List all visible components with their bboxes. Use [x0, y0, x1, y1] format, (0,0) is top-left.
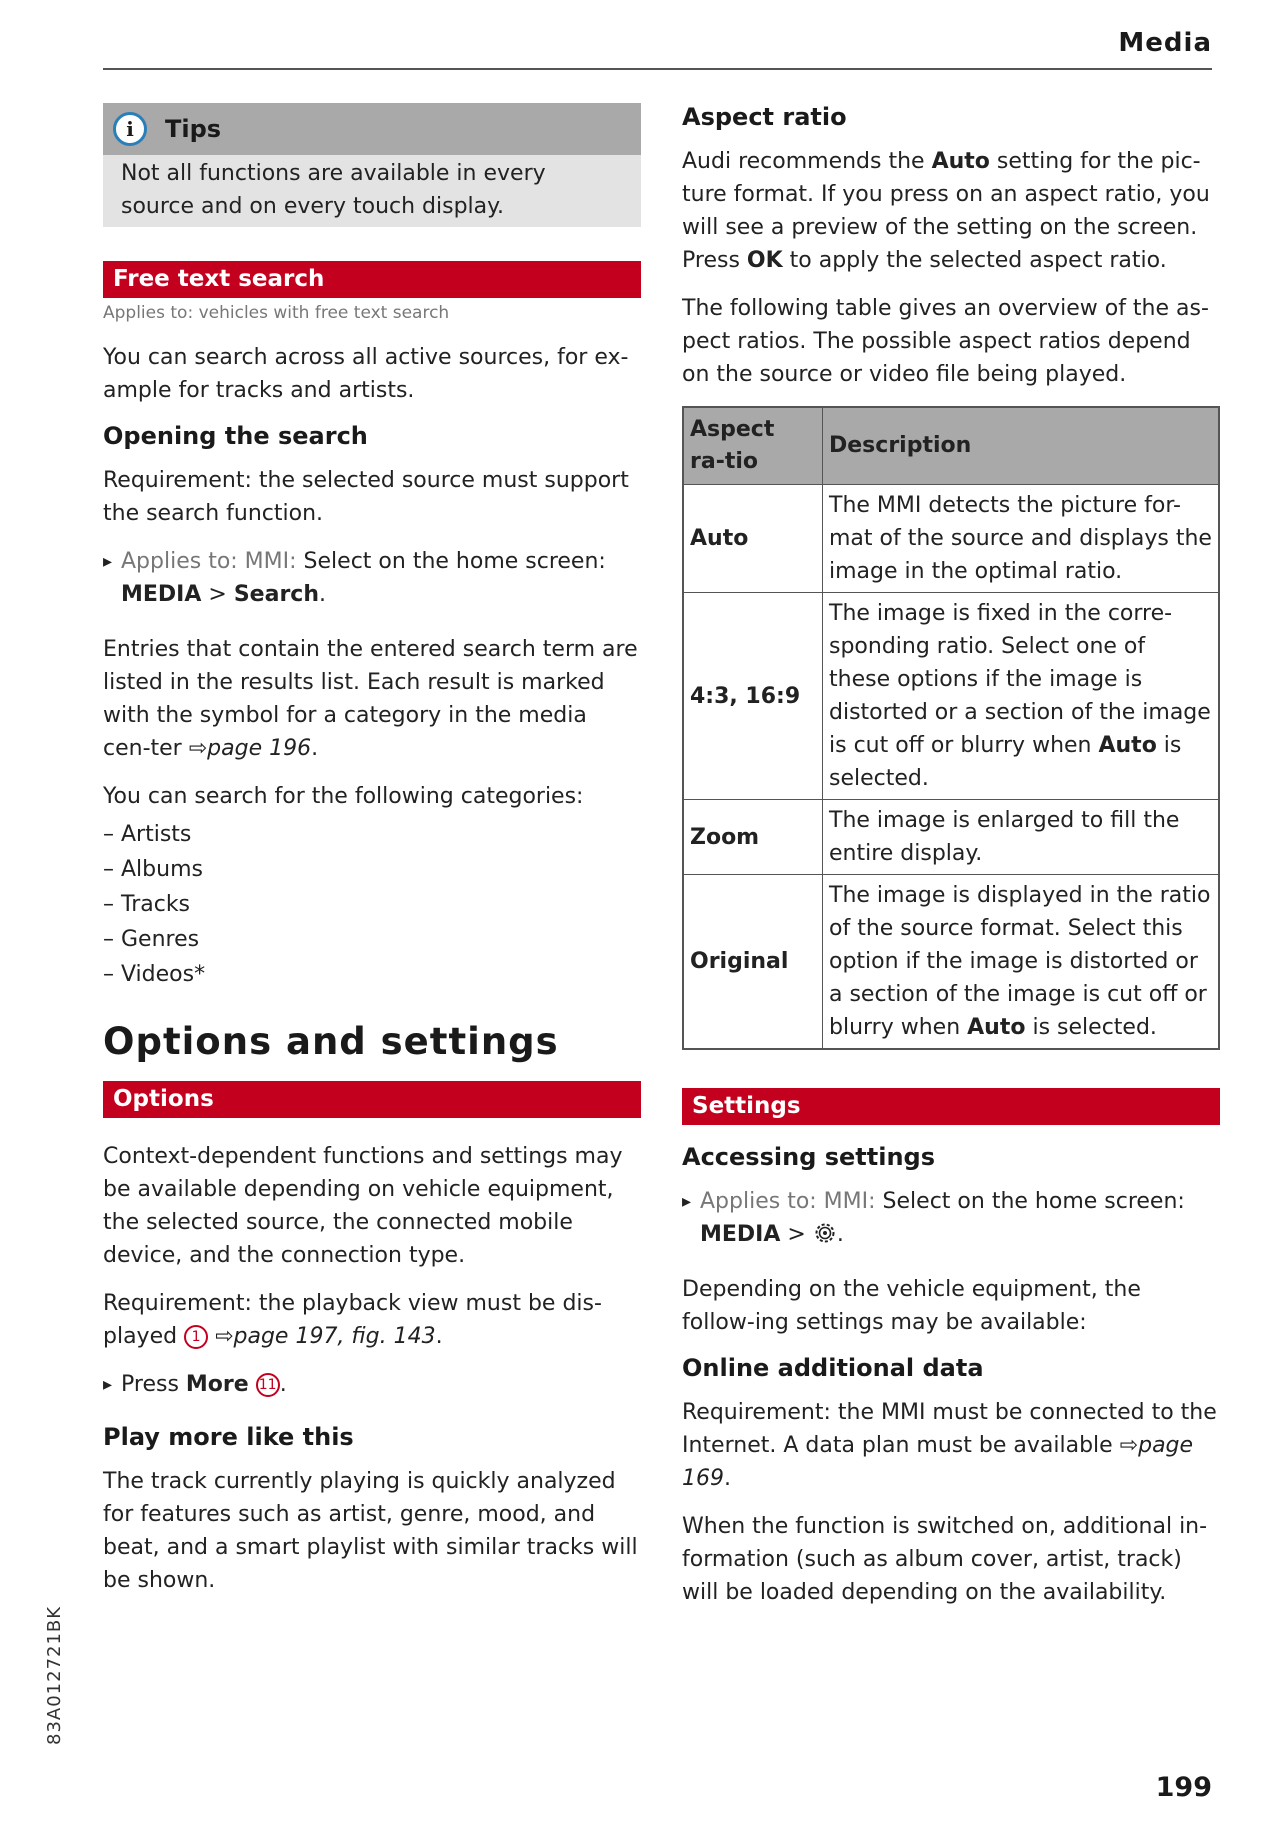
aspect-paragraph-2: The following table gives an overview of the as-pect ratios. The possible aspect ratios depend on the source or video file being played.: [682, 296, 1209, 387]
list-item: – Artists: [103, 822, 192, 847]
table-key-cell: Auto: [683, 485, 823, 593]
aspect-text: setting for the pic-ture format. If you press on an aspect ratio, you will see a preview of the setting on the screen. Press: [682, 149, 1210, 273]
table-desc-cell: [823, 875, 1220, 1050]
search-step: [103, 545, 641, 611]
play-more-text: The track currently playing is quickly analyzed for features such as artist, genre, mood, and beat, and a smart playlist with similar tracks will be shown.: [103, 1469, 638, 1593]
page-header-title: Media: [1118, 28, 1212, 58]
online-data-heading: Online additional data: [682, 1354, 984, 1382]
step-end: .: [836, 1222, 844, 1247]
tips-label: Tips: [165, 115, 222, 143]
options-requirement: [103, 1287, 641, 1353]
auto-label: Auto: [931, 149, 990, 174]
aspect-text: to apply the selected aspect ratio.: [782, 248, 1167, 273]
table-key-cell: Zoom: [683, 800, 823, 875]
table-row: [683, 875, 1219, 1050]
right-column: [682, 103, 1220, 1624]
options-settings-heading: Options and settings: [103, 1020, 559, 1063]
online-req-end: .: [724, 1466, 731, 1491]
settings-banner: Settings: [682, 1088, 1220, 1125]
step-end: .: [319, 582, 326, 607]
desc-text: is selected.: [1025, 1015, 1157, 1040]
step-text: Select on the home screen:: [296, 549, 606, 574]
depending-paragraph: Depending on the vehicle equipment, the follow-ing settings may be available:: [682, 1277, 1141, 1335]
media-menu-label: MEDIA: [121, 582, 202, 607]
page-ref-197[interactable]: ⇨page 197, fig. 143: [208, 1324, 436, 1349]
requirement-text: Requirement: the playback view must be dis-played: [103, 1291, 602, 1349]
aspect-paragraph-1: [682, 145, 1220, 277]
info-icon: i: [113, 112, 147, 146]
table-desc-cell: The MMI detects the picture for-mat of the source and displays the image in the optimal ratio.: [823, 485, 1220, 593]
page-ref-169[interactable]: ⇨page 169: [682, 1433, 1194, 1491]
ok-label: OK: [746, 248, 783, 273]
accessing-settings-heading: Accessing settings: [682, 1143, 936, 1171]
press-more-step: [103, 1368, 641, 1401]
column-header: Description: [823, 407, 1220, 485]
tips-text: Not all functions are available in every source and on every touch display.: [121, 161, 546, 219]
applies-mmi-label: Applies to: MMI:: [700, 1189, 876, 1214]
auto-label: Auto: [1098, 733, 1157, 758]
press-end: .: [279, 1372, 287, 1397]
table-row: [683, 800, 1219, 875]
table-desc-cell: [823, 593, 1220, 800]
entries-paragraph: [103, 633, 641, 765]
menu-separator: >: [780, 1222, 813, 1247]
list-item: – Videos*: [103, 962, 206, 987]
requirement-end: .: [435, 1324, 443, 1349]
categories-intro: You can search for the following categories:: [103, 784, 584, 809]
search-intro: You can search across all active sources, for ex-ample for tracks and artists.: [103, 345, 629, 403]
table-key-cell: 4:3, 16:9: [683, 593, 823, 800]
search-requirement: Requirement: the selected source must support the search function.: [103, 468, 629, 526]
applies-to-note: Applies to: vehicles with free text search: [103, 303, 450, 323]
document-code: 83A012721BK: [44, 1605, 65, 1745]
opening-search-heading: Opening the search: [103, 422, 368, 450]
settings-step: [682, 1185, 1220, 1251]
options-banner: Options: [103, 1081, 641, 1118]
gear-icon: [813, 1221, 837, 1245]
step-text: Select on the home screen:: [875, 1189, 1185, 1214]
tips-header: [103, 103, 641, 155]
table-row: [683, 485, 1219, 593]
page-ref-196[interactable]: ⇨page 196: [188, 736, 312, 761]
aspect-text: Audi recommends the: [682, 149, 932, 174]
table-row: [683, 593, 1219, 800]
header-divider: [103, 68, 1212, 70]
auto-label: Auto: [967, 1015, 1026, 1040]
online-requirement: [682, 1396, 1220, 1495]
tips-box: [103, 103, 641, 227]
applies-mmi-label: Applies to: MMI:: [121, 549, 297, 574]
table-header-row: [683, 407, 1219, 485]
desc-text: The image is fixed in the corre-sponding ratio. Select one of these options if the image is distorted or a section of the image is cut off or blurry when: [829, 601, 1211, 758]
desc-text: The image is displayed in the ratio of the source format. Select this option if the image is distorted or a section of the image is cut off or blurry when: [829, 883, 1211, 1040]
aspect-ratio-table: [682, 406, 1220, 1050]
page-number: 199: [1155, 1772, 1212, 1803]
media-menu-label: MEDIA: [700, 1222, 781, 1247]
play-more-heading: Play more like this: [103, 1423, 354, 1451]
callout-number: 11: [256, 1373, 280, 1397]
entries-text: Entries that contain the entered search term are listed in the results list. Each result is marked with the symbol for a category in the media cen-ter: [103, 637, 638, 761]
table-desc-cell: The image is enlarged to fill the entire display.: [823, 800, 1220, 875]
aspect-ratio-heading: Aspect ratio: [682, 103, 847, 131]
desc-text: is selected.: [829, 733, 1182, 791]
entries-end: .: [311, 736, 319, 761]
menu-separator: >: [201, 582, 234, 607]
free-text-search-banner: Free text search: [103, 261, 641, 298]
callout-number: 1: [184, 1325, 208, 1349]
list-item: – Tracks: [103, 892, 191, 917]
column-header: Aspect ra-tio: [683, 407, 823, 485]
press-text: Press: [121, 1372, 186, 1397]
list-item: – Genres: [103, 927, 200, 952]
search-menu-label: Search: [233, 582, 319, 607]
online-req-text: Requirement: the MMI must be connected to the Internet. A data plan must be available: [682, 1400, 1217, 1458]
list-item: – Albums: [103, 857, 203, 882]
options-intro: Context-dependent functions and settings may be available depending on vehicle equipment, the selected source, the connected mobile device, and the connection type.: [103, 1144, 623, 1268]
online-description: When the function is switched on, additional in-formation (such as album cover, artist, track) will be loaded depending on the availability.: [682, 1514, 1208, 1605]
more-label: More: [185, 1372, 249, 1397]
categories-list: [103, 817, 641, 992]
table-key-cell: Original: [683, 875, 823, 1050]
left-column: [103, 103, 641, 1612]
